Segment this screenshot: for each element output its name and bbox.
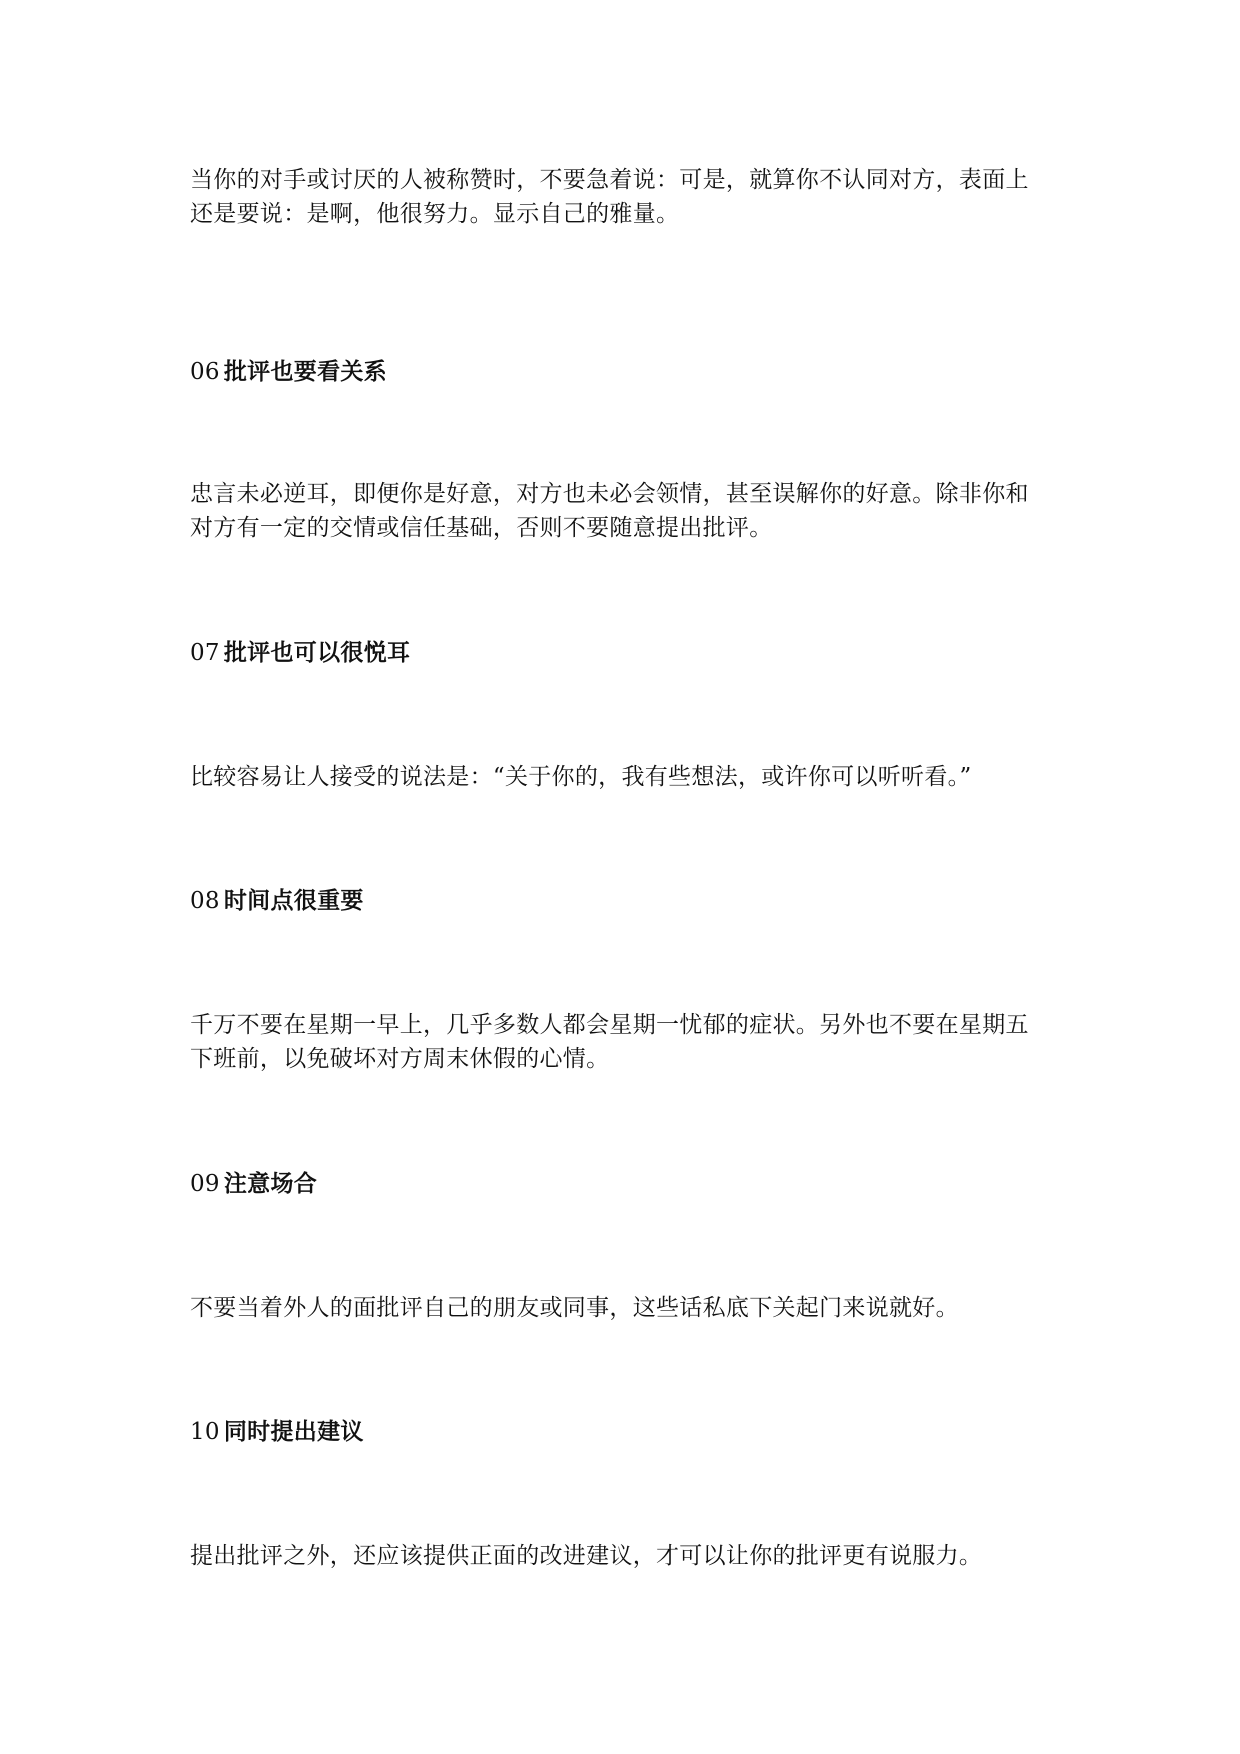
paragraph-line: 提出批评之外，还应该提供正面的改进建议，才可以让你的批评更有说服力。: [190, 1543, 983, 1569]
section-heading-10: [190, 1415, 1060, 1449]
section-heading-08: [190, 884, 1060, 918]
paragraph-praise-rival: [190, 163, 1060, 231]
section-number: 06: [190, 359, 220, 385]
section-number: 09: [190, 1171, 220, 1197]
section-heading-07: [190, 636, 1060, 670]
section-number: 08: [190, 888, 220, 914]
paragraph-line: 比较容易让人接受的说法是：“关于你的，我有些想法，或许你可以听听看。”: [190, 764, 972, 790]
section-title: 同时提出建议: [223, 1419, 364, 1445]
section-title: 注意场合: [223, 1171, 318, 1197]
section-title: 批评也可以很悦耳: [223, 640, 411, 666]
paragraph-line: 下班前，以免破坏对方周末休假的心情。: [190, 1046, 610, 1072]
paragraph-timing: [190, 1008, 1060, 1076]
paragraph-line: 忠言未必逆耳，即便你是好意，对方也未必会领情，甚至误解你的好意。除非你和: [190, 481, 1029, 507]
section-heading-09: [190, 1167, 1060, 1201]
paragraph-line: 千万不要在星期一早上，几乎多数人都会星期一忧郁的症状。另外也不要在星期五: [190, 1012, 1029, 1038]
paragraph-pleasant-wording: [190, 760, 1060, 794]
paragraph-line: 对方有一定的交情或信任基础，否则不要随意提出批评。: [190, 515, 773, 541]
section-number: 07: [190, 640, 220, 666]
section-heading-06: [190, 355, 1060, 389]
paragraph-relationship: [190, 477, 1060, 545]
section-title: 时间点很重要: [223, 888, 364, 914]
section-number: 10: [190, 1419, 220, 1445]
paragraph-line: 还是要说：是啊，他很努力。显示自己的雅量。: [190, 201, 680, 227]
section-title: 批评也要看关系: [223, 359, 387, 385]
paragraph-occasion: [190, 1291, 1060, 1325]
paragraph-suggestions: [190, 1539, 1060, 1573]
paragraph-line: 不要当着外人的面批评自己的朋友或同事，这些话私底下关起门来说就好。: [190, 1295, 959, 1321]
paragraph-line: 当你的对手或讨厌的人被称赞时，不要急着说：可是，就算你不认同对方，表面上: [190, 167, 1029, 193]
